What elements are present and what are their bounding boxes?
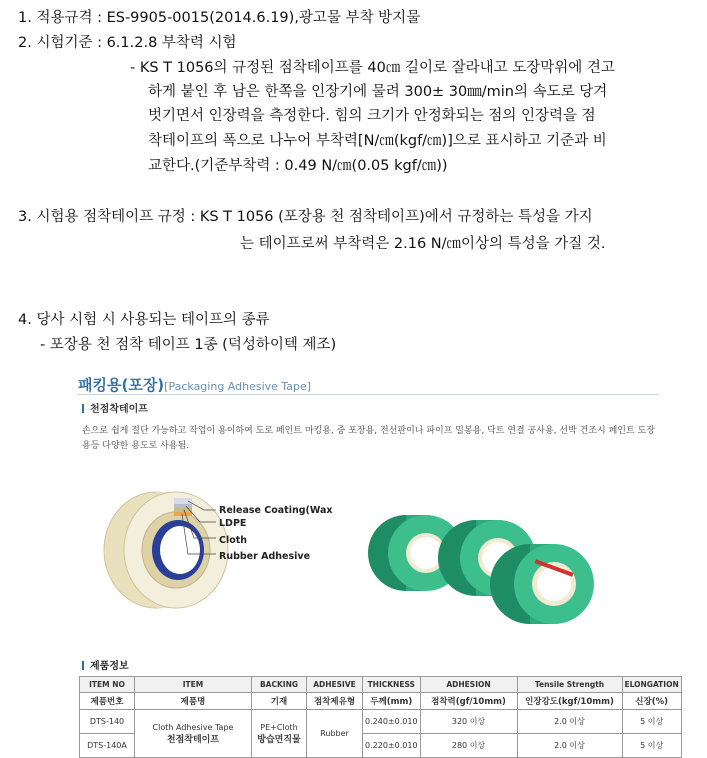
- table-header-en: [80, 677, 682, 693]
- product-info-heading: [82, 657, 129, 672]
- test-method-line-5: 교한다.(기준부착력 : 0.49 N/㎝(0.05 kgf/㎝)): [148, 158, 448, 174]
- test-standard-line: 2. 시험기준 : 6.1.2.8 부착력 시험: [18, 35, 237, 51]
- product-info-heading-text: 제품정보: [90, 661, 129, 672]
- bullet-bar-icon: [82, 404, 84, 413]
- cell-thickness: 0.220±0.010: [363, 734, 421, 758]
- tape-spec-line-1: 3. 시험용 점착테이프 규정 : KS T 1056 (포장용 천 점착테이프)에서 규정하는 특성을 가지: [18, 209, 593, 225]
- tape-type-item: - 포장용 천 점착 테이프 1종 (덕성하이텍 제조): [40, 337, 337, 353]
- table-header-ko: [80, 693, 682, 710]
- catalog-subtitle: [82, 400, 148, 415]
- tape-type-heading: 4. 당사 시험 시 사용되는 테이프의 종류: [18, 312, 270, 328]
- th-item-no: ITEM NO: [80, 677, 135, 693]
- test-method-line-2: 하게 붙인 후 남은 한쪽을 인장기에 물려 300± 30㎜/min의 속도로 당겨: [148, 84, 608, 100]
- test-method-line-3: 벗기면서 인장력을 측정한다. 힘의 크기가 안정화되는 점의 인장력을 점: [148, 108, 596, 124]
- callout-release-coating: Release Coating(Wax: [219, 505, 333, 516]
- th-thickness: THICKNESS: [363, 677, 421, 693]
- th-elongation: ELONGATION: [622, 677, 681, 693]
- catalog-title: [78, 374, 311, 395]
- cell-item-no: DTS-140A: [80, 734, 135, 758]
- th-ko-thickness: 두께(mm): [363, 693, 421, 710]
- catalog-divider: [78, 394, 658, 395]
- test-method-line-1: - KS T 1056의 규정된 점착테이프를 40㎝ 길이로 잘라내고 도장막위에 견고: [130, 60, 615, 76]
- cell-thickness: 0.240±0.010: [363, 710, 421, 734]
- cell-item-en: Cloth Adhesive Tape: [152, 722, 234, 732]
- test-method-line-4: 착테이프의 폭으로 나누어 부착력[N/㎝(kgf/㎝)]으로 표시하고 기준과 비: [148, 133, 607, 149]
- th-adhesion: ADHESION: [420, 677, 517, 693]
- th-backing: BACKING: [252, 677, 307, 693]
- cell-elongation: 5 이상: [622, 734, 681, 758]
- cell-backing-ko: 방습면직물: [257, 734, 301, 745]
- catalog-description: 손으로 쉽게 절단 가능하고 작업이 용이하여 도로 페인트 마킹용, 중 포장용, 전선판이나 파이프 밀봉용, 닥트 연결 공사용, 선박 건조시 페인트 도장용등 다양한 용도로 사용됨.: [82, 426, 655, 451]
- cell-item-ko: 천점착테이프: [166, 734, 220, 745]
- catalog-title-en: [Packaging Adhesive Tape]: [164, 380, 312, 393]
- cell-item: [135, 710, 252, 758]
- green-tape-rolls-photo: [358, 506, 608, 636]
- th-ko-elongation: 신장(%): [622, 693, 681, 710]
- spec-standard-line: 1. 적용규격 : ES-9905-0015(2014.6.19),광고물 부착 방지물: [18, 10, 421, 26]
- th-tensile: Tensile Strength: [517, 677, 622, 693]
- catalog-title-ko: 패킹용(포장): [78, 376, 165, 394]
- callout-rubber-adhesive: Rubber Adhesive: [219, 551, 311, 562]
- th-ko-item-no: 제품번호: [80, 693, 135, 710]
- cell-adhesive: Rubber: [307, 710, 363, 758]
- th-ko-adhesive: 점착제유형: [307, 693, 363, 710]
- catalog-subtitle-text: 천점착테이프: [90, 404, 148, 415]
- table-row: [80, 710, 682, 734]
- cell-tensile: 2.0 이상: [517, 710, 622, 734]
- cell-tensile: 2.0 이상: [517, 734, 622, 758]
- product-info-table: [79, 676, 682, 758]
- bullet-bar-icon: [82, 661, 84, 670]
- tape-spec-line-2: 는 테이프로써 부착력은 2.16 N/㎝이상의 특성을 가질 것.: [240, 236, 606, 252]
- th-item: ITEM: [135, 677, 252, 693]
- th-adhesive: ADHESIVE: [307, 677, 363, 693]
- th-ko-adhesion: 점착력(gf/10mm): [420, 693, 517, 710]
- callout-cloth: Cloth: [219, 535, 248, 546]
- cell-adhesion: 280 이상: [420, 734, 517, 758]
- cell-backing: [252, 710, 307, 758]
- th-ko-tensile: 인장강도(kgf/10mm): [517, 693, 622, 710]
- cell-item-no: DTS-140: [80, 710, 135, 734]
- cell-elongation: 5 이상: [622, 710, 681, 734]
- callout-ldpe: LDPE: [219, 518, 247, 529]
- cell-backing-en: PE+Cloth: [260, 722, 298, 732]
- th-ko-item: 제품명: [135, 693, 252, 710]
- th-ko-backing: 기재: [252, 693, 307, 710]
- cell-adhesion: 320 이상: [420, 710, 517, 734]
